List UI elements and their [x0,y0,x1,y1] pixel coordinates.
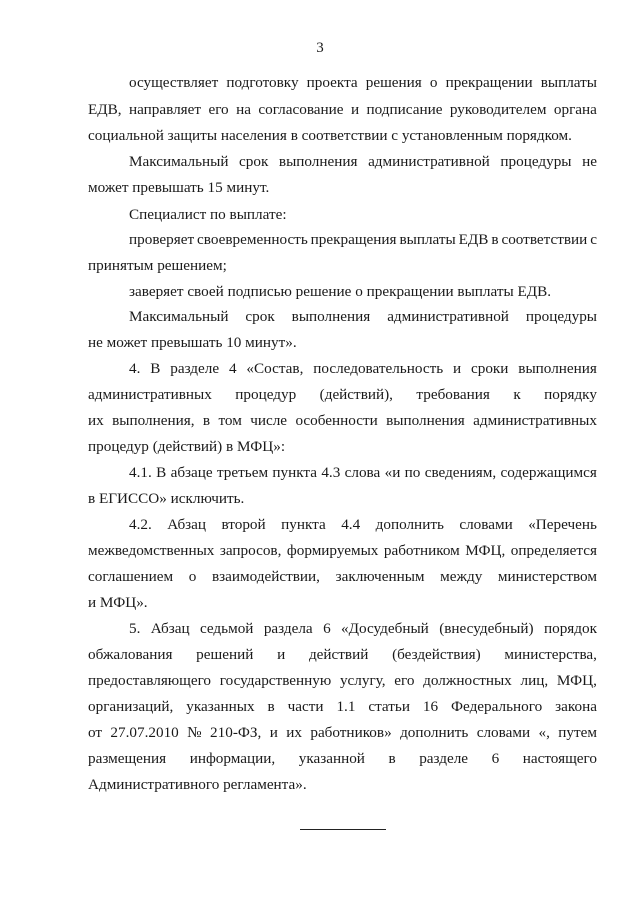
text-line: административных процедур (действий), требования к порядку [88,386,597,403]
text-line: не может превышать 10 минут». [88,334,297,351]
text-line: и МФЦ». [88,594,148,611]
text-line: Максимальный срок выполнения административной процедуры [129,308,597,325]
text-line: осуществляет подготовку проекта решения о прекращении выплаты [129,74,597,91]
text-line: 4. В разделе 4 «Состав, последовательность и сроки выполнения [129,360,597,377]
text-line: может превышать 15 минут. [88,179,270,196]
text-line: в ЕГИССО» исключить. [88,490,245,507]
text-line: организаций, указанных в части 1.1 статьи 16 Федерального закона [88,698,597,715]
page-number: 3 [316,40,324,56]
text-line: их выполнения, в том числе особенности выполнения административных [88,412,597,429]
text-line: 4.1. В абзаце третьем пункта 4.3 слова «и по сведениям, содержащимся [129,464,597,481]
text-line: размещения информации, указанной в разделе 6 настоящего [88,750,597,767]
text-line: Административного регламента». [88,776,307,793]
text-line: ЕДВ, направляет его на согласование и подписание руководителем органа [88,101,597,118]
text-line: проверяет своевременность прекращения выплаты ЕДВ в соответствии с [129,231,597,248]
text-line: Специалист по выплате: [129,206,287,223]
footer-rule [300,829,386,830]
text-line: соглашением о взаимодействии, заключенным между министерством [88,568,597,585]
text-line: межведомственных запросов, формируемых работником МФЦ, определяется [88,542,597,559]
text-line: предоставляющего государственную услугу, его должностных лиц, МФЦ, [88,672,597,689]
text-line: обжалования решений и действий (бездействия) министерства, [88,646,597,663]
text-line: социальной защиты населения в соответствии с установленным порядком. [88,127,572,144]
text-line: Максимальный срок выполнения административной процедуры не [129,153,597,170]
text-line: от 27.07.2010 № 210-ФЗ, и их работников» дополнить словами «, путем [88,724,597,741]
text-line: принятым решением; [88,257,227,274]
text-line: 5. Абзац седьмой раздела 6 «Досудебный (внесудебный) порядок [129,620,597,637]
text-line: 4.2. Абзац второй пункта 4.4 дополнить словами «Перечень [129,516,597,533]
text-line: процедур (действий) в МФЦ»: [88,438,286,455]
text-line: заверяет своей подписью решение о прекращении выплаты ЕДВ. [129,283,552,300]
